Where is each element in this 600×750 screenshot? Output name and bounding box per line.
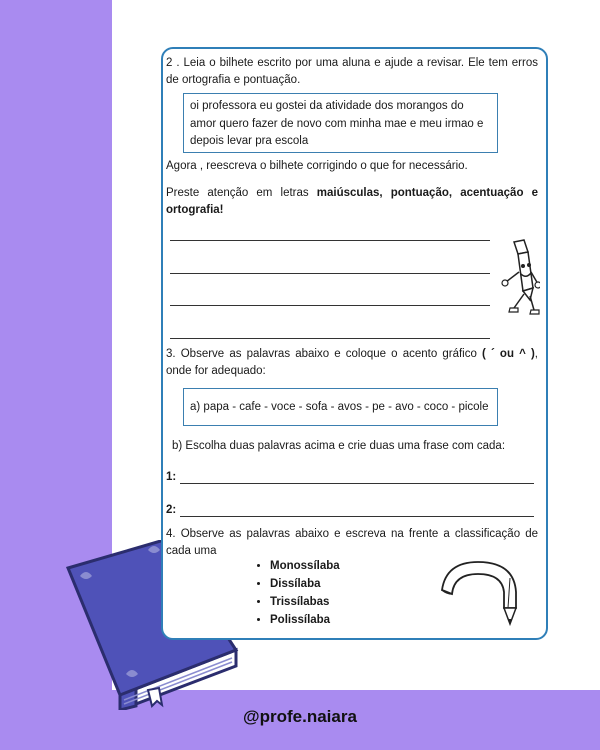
q3-prompt-suffix: , onde for adequado: xyxy=(166,348,538,377)
sentence-line-1[interactable] xyxy=(180,483,534,484)
attention-prefix: Preste atenção em letras xyxy=(166,187,317,199)
q2-prompt: 2 . Leia o bilhete escrito por uma aluna e ajude a revisar. Ele tem erros de ortografia e pontuação. xyxy=(166,57,538,86)
rewrite-instruction: Agora , reescreva o bilhete corrigindo o que for necessário. xyxy=(166,160,468,172)
list-item: • Monossílaba xyxy=(270,557,340,575)
word-box xyxy=(183,388,498,426)
answer-line[interactable] xyxy=(170,240,490,241)
q3-prompt-prefix: 3. Observe as palavras abaixo e coloque o acento gráfico xyxy=(166,348,482,360)
footer-handle: @profe.naiara xyxy=(243,707,357,726)
note-box: oi professora eu gostei da atividade dos morangos do amor quero fazer de novo com minha mae e meu irmao e depois levar pra escola xyxy=(183,93,498,153)
attention-bold: maiúsculas, pontuação, acentuação e ortografia! xyxy=(166,187,538,216)
answer-line[interactable] xyxy=(170,273,490,274)
list-item: • Dissílaba xyxy=(270,575,340,593)
list-item: • Polissílaba xyxy=(270,611,340,629)
list-item: • Trissílabas xyxy=(270,593,340,611)
curved-pencil-illustration xyxy=(436,558,528,628)
classification-list xyxy=(252,557,340,629)
accent-marks: ( ´ ou ^ ) xyxy=(482,348,535,360)
attention-note xyxy=(166,185,538,219)
answer-line[interactable] xyxy=(170,338,490,339)
q3-prompt xyxy=(166,346,538,380)
sentence-label-1: 1: xyxy=(166,471,177,483)
sentence-line-2[interactable] xyxy=(180,516,534,517)
q4-prompt: 4. Observe as palavras abaixo e escreva na frente a classificação de cada uma xyxy=(166,528,538,557)
sentence-label-2: 2: xyxy=(166,504,177,516)
answer-line[interactable] xyxy=(170,305,490,306)
pencil-mascot-illustration xyxy=(500,238,540,320)
word-list: a) papa - cafe - voce - sofa - avos - pe - avo - coco - picole xyxy=(190,401,489,413)
q3-b-prompt: b) Escolha duas palavras acima e crie duas uma frase com cada: xyxy=(172,440,506,452)
